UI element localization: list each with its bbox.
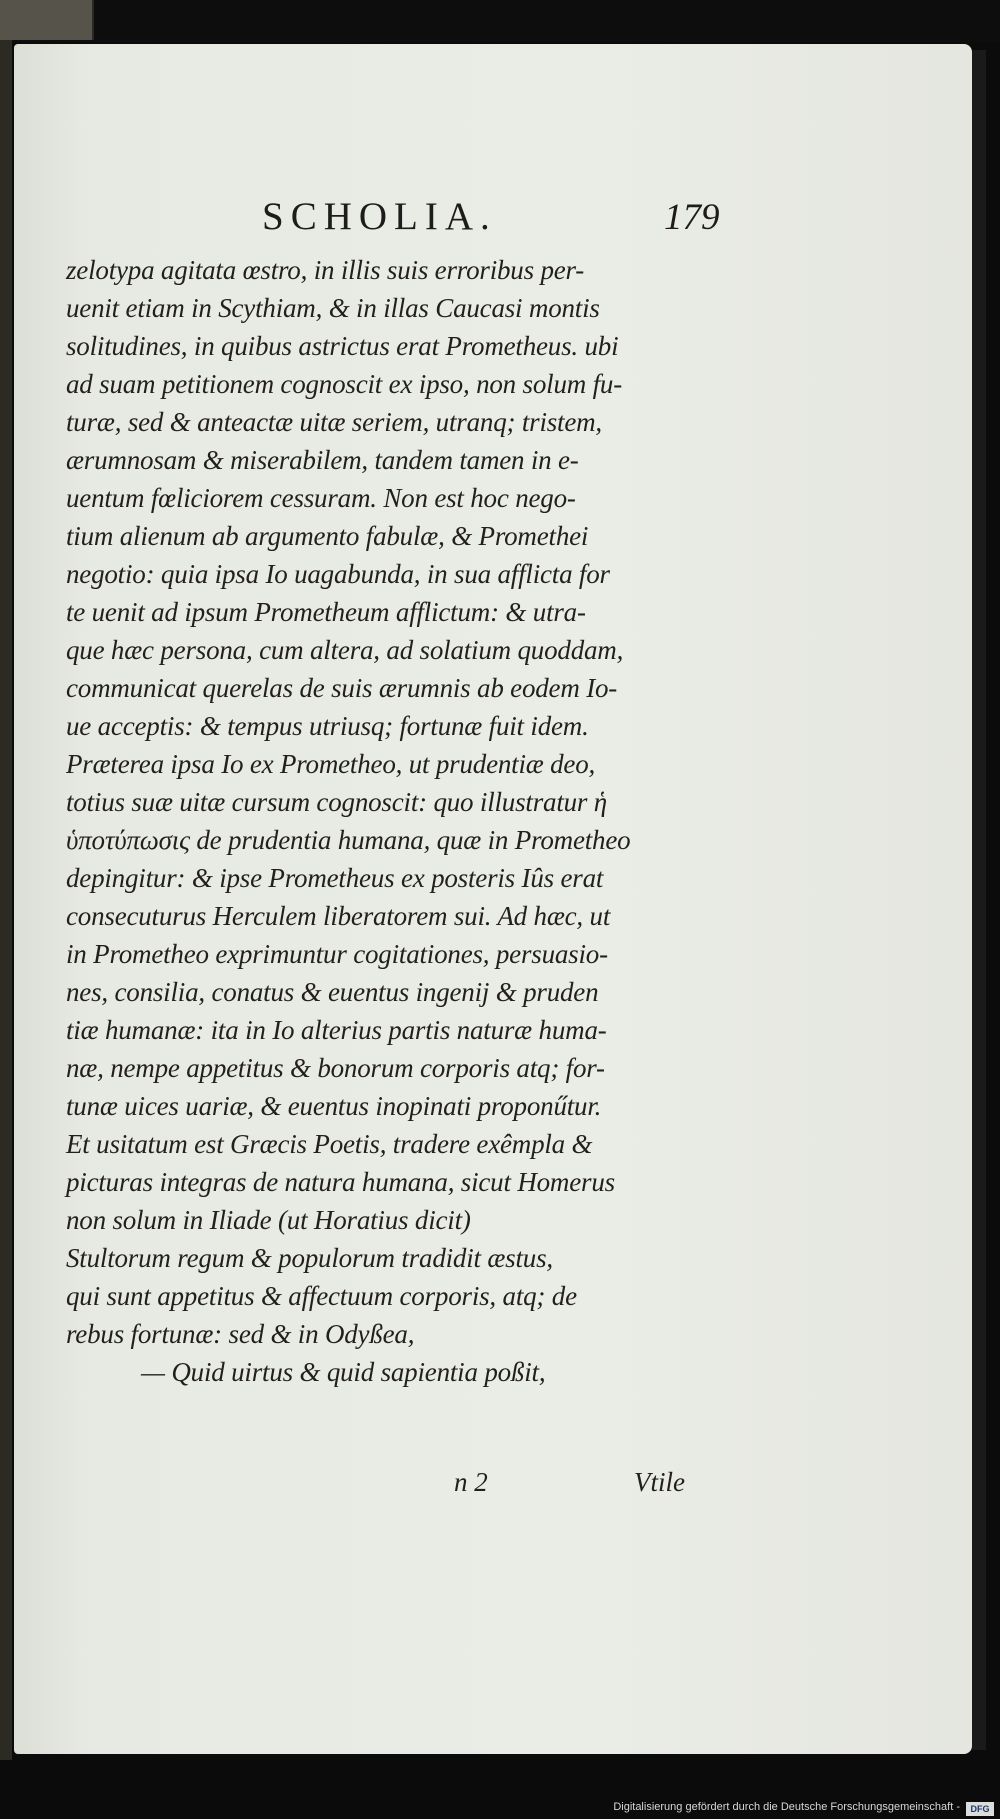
text-line: picturas integras de natura humana, sicut Homerus <box>66 1167 615 1197</box>
body-text <box>66 251 736 1391</box>
text-line: tunæ uices uariæ, & euentus inopinati proponűtur. <box>66 1091 602 1121</box>
text-line: Et usitatum est Græcis Poetis, tradere exêmpla & <box>66 1129 593 1159</box>
text-line: non solum in Iliade (ut Horatius dicit) <box>66 1205 471 1235</box>
text-line: Præterea ipsa Io ex Prometheo, ut prudentiæ deo, <box>66 749 596 779</box>
text-line: qui sunt appetitus & affectuum corporis, atq; de <box>66 1281 577 1311</box>
text-line: te uenit ad ipsum Prometheum afflictum: & utra- <box>66 597 586 627</box>
text-line: tiæ humanæ: ita in Io alterius partis naturæ huma- <box>66 1015 607 1045</box>
text-line: totius suæ uitæ cursum cognoscit: quo illustratur ἡ <box>66 787 607 817</box>
text-line: turæ, sed & anteactæ uitæ seriem, utranq; tristem, <box>66 407 602 437</box>
book-page <box>14 44 972 1754</box>
signature-mark: n 2 <box>454 1467 488 1497</box>
dfg-logo: DFG <box>966 1802 994 1816</box>
digitization-credit: Digitalisierung gefördert durch die Deutsche Forschungsgemeinschaft - <box>613 1801 960 1813</box>
text-line: ad suam petitionem cognoscit ex ipso, non solum fu- <box>66 369 622 399</box>
text-line: ue acceptis: & tempus utriusq; fortunæ fuit idem. <box>66 711 589 741</box>
text-line: consecuturus Herculem liberatorem sui. Ad hæc, ut <box>66 901 611 931</box>
text-line: communicat querelas de suis ærumnis ab eodem Io- <box>66 673 618 703</box>
text-line: Stultorum regum & populorum tradidit æstus, <box>66 1243 553 1273</box>
text-line: tium alienum ab argumento fabulæ, & Promethei <box>66 521 589 551</box>
text-line: que hæc persona, cum altera, ad solatium quoddam, <box>66 635 624 665</box>
text-line: nes, consilia, conatus & euentus ingenij & pruden <box>66 977 599 1007</box>
text-line: uenit etiam in Scythiam, & in illas Caucasi montis <box>66 293 600 323</box>
scan-left-border <box>0 0 12 1760</box>
text-line: negotio: quia ipsa Io uagabunda, in sua afflicta for <box>66 559 610 589</box>
text-line: uentum fœliciorem cessuram. Non est hoc nego- <box>66 483 576 513</box>
running-head: SCHOLIA. <box>262 195 497 238</box>
page-number: 179 <box>664 197 720 238</box>
text-line: ærumnosam & miserabilem, tandem tamen in e- <box>66 445 579 475</box>
text-line: rebus fortunæ: sed & in Odyßea, <box>66 1319 415 1349</box>
text-line: depingitur: & ipse Prometheus ex posteris Iûs erat <box>66 863 604 893</box>
text-line: — Quid uirtus & quid sapientia poßit, <box>141 1357 546 1387</box>
page-edge-shadow <box>972 50 986 1750</box>
text-line: in Prometheo exprimuntur cogitationes, persuasio- <box>66 939 608 969</box>
text-line: næ, nempe appetitus & bonorum corporis atq; for- <box>66 1053 605 1083</box>
text-line: solitudines, in quibus astrictus erat Prometheus. ubi <box>66 331 619 361</box>
scan-corner-tab <box>0 0 94 40</box>
scan-top-border <box>0 0 1000 42</box>
text-line: ὑποτύπωσις de prudentia humana, quæ in Prometheo <box>66 825 631 855</box>
catchword: Vtile <box>634 1467 685 1497</box>
text-line: zelotypa agitata œstro, in illis suis erroribus per- <box>66 255 585 285</box>
